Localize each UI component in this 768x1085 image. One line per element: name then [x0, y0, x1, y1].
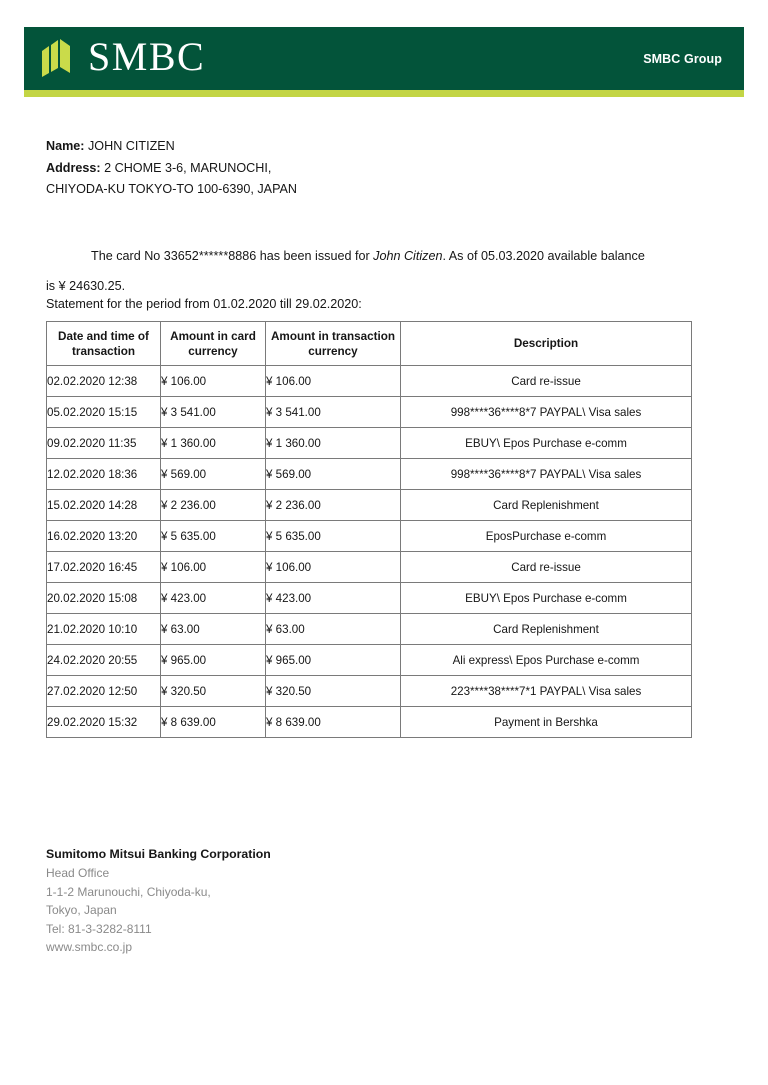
cell-transaction-amount: ¥ 106.00 — [266, 552, 401, 583]
brand-lockup — [40, 34, 206, 81]
cell-card-amount: ¥ 2 236.00 — [161, 490, 266, 521]
footer-office: Head Office — [46, 866, 110, 881]
cell-date: 24.02.2020 20:55 — [47, 645, 161, 676]
address-line-2: CHIYODA-KU TOKYO-TO 100-6390, JAPAN — [46, 182, 298, 196]
table-row — [47, 614, 692, 645]
footer-telephone: Tel: 81-3-3282-8111 — [46, 921, 152, 936]
cell-transaction-amount: ¥ 8 639.00 — [266, 707, 401, 738]
cell-transaction-amount: ¥ 63.00 — [266, 614, 401, 645]
cell-card-amount: ¥ 3 541.00 — [161, 397, 266, 428]
column-header-card-amount: Amount in card currency — [161, 322, 266, 366]
cell-description: Card re-issue — [401, 552, 692, 583]
cell-description: 998****36****8*7 PAYPAL\ Visa sales — [401, 397, 692, 428]
cell-date: 17.02.2020 16:45 — [47, 552, 161, 583]
name-value: JOHN CITIZEN — [88, 139, 175, 153]
table-header-row — [47, 322, 692, 366]
cell-date: 15.02.2020 14:28 — [47, 490, 161, 521]
column-header-date: Date and time of transaction — [47, 322, 161, 366]
cell-transaction-amount: ¥ 320.50 — [266, 676, 401, 707]
cell-card-amount: ¥ 106.00 — [161, 366, 266, 397]
column-header-description: Description — [401, 322, 692, 366]
cell-date: 12.02.2020 18:36 — [47, 459, 161, 490]
cell-transaction-amount: ¥ 106.00 — [266, 366, 401, 397]
table-row — [47, 490, 692, 521]
cell-date: 29.02.2020 15:32 — [47, 707, 161, 738]
transactions-table-wrapper — [46, 321, 691, 738]
footer-website[interactable]: www.smbc.co.jp — [46, 940, 133, 955]
cell-description: Card re-issue — [401, 366, 692, 397]
cell-transaction-amount: ¥ 965.00 — [266, 645, 401, 676]
customer-details — [46, 136, 646, 201]
cell-date: 16.02.2020 13:20 — [47, 521, 161, 552]
page-header — [24, 27, 744, 90]
table-row — [47, 552, 692, 583]
cell-description: EBUY\ Epos Purchase e-comm — [401, 583, 692, 614]
table-row — [47, 645, 692, 676]
brand-wordmark: SMBC — [88, 34, 206, 79]
cell-transaction-amount: ¥ 5 635.00 — [266, 521, 401, 552]
address-label: Address: — [46, 160, 101, 175]
cell-card-amount: ¥ 8 639.00 — [161, 707, 266, 738]
table-head — [47, 322, 692, 366]
cell-date: 05.02.2020 15:15 — [47, 397, 161, 428]
cell-date: 27.02.2020 12:50 — [47, 676, 161, 707]
address-line-1: 2 CHOME 3-6, MARUNOCHI, — [104, 160, 272, 175]
name-label: Name: — [46, 139, 85, 153]
group-label: SMBC Group — [643, 51, 722, 66]
cell-description: Ali express\ Epos Purchase e-comm — [401, 645, 692, 676]
cell-description: 223****38****7*1 PAYPAL\ Visa sales — [401, 676, 692, 707]
issuance-text-lead: The card No 33652******8886 has been issued for — [91, 248, 374, 263]
cell-transaction-amount: ¥ 3 541.00 — [266, 397, 401, 428]
transactions-table — [46, 321, 692, 738]
customer-address-row — [46, 158, 646, 180]
cell-card-amount: ¥ 5 635.00 — [161, 521, 266, 552]
table-row — [47, 459, 692, 490]
cell-card-amount: ¥ 106.00 — [161, 552, 266, 583]
bank-footer — [46, 845, 271, 956]
table-row — [47, 676, 692, 707]
table-row — [47, 583, 692, 614]
cell-date: 21.02.2020 10:10 — [47, 614, 161, 645]
cell-card-amount: ¥ 423.00 — [161, 583, 266, 614]
footer-company-name: Sumitomo Mitsui Banking Corporation — [46, 847, 271, 861]
footer-address-line-1: 1-1-2 Marunouchi, Chiyoda-ku, — [46, 884, 211, 899]
cell-card-amount: ¥ 965.00 — [161, 645, 266, 676]
cell-date: 02.02.2020 12:38 — [47, 366, 161, 397]
header-accent-rule — [24, 90, 744, 97]
cell-description: Payment in Bershka — [401, 707, 692, 738]
cell-transaction-amount: ¥ 423.00 — [266, 583, 401, 614]
cell-description: EBUY\ Epos Purchase e-comm — [401, 428, 692, 459]
table-row — [47, 366, 692, 397]
cell-card-amount: ¥ 569.00 — [161, 459, 266, 490]
table-body — [47, 366, 692, 738]
card-issuance-paragraph — [46, 241, 656, 301]
table-row — [47, 521, 692, 552]
cardholder-name: John Citizen — [373, 248, 443, 263]
customer-name-row — [46, 136, 646, 158]
footer-address-line-2: Tokyo, Japan — [46, 903, 117, 918]
table-row — [47, 707, 692, 738]
cell-date: 09.02.2020 11:35 — [47, 428, 161, 459]
cell-description: Card Replenishment — [401, 490, 692, 521]
column-header-transaction-amount: Amount in transaction currency — [266, 322, 401, 366]
issuance-text-tail: . As of 05.03.2020 available balance is ¥ 24630.25. — [46, 248, 645, 293]
cell-transaction-amount: ¥ 569.00 — [266, 459, 401, 490]
table-row — [47, 428, 692, 459]
cell-description: 998****36****8*7 PAYPAL\ Visa sales — [401, 459, 692, 490]
cell-date: 20.02.2020 15:08 — [47, 583, 161, 614]
cell-transaction-amount: ¥ 2 236.00 — [266, 490, 401, 521]
cell-description: Card Replenishment — [401, 614, 692, 645]
cell-transaction-amount: ¥ 1 360.00 — [266, 428, 401, 459]
cell-card-amount: ¥ 1 360.00 — [161, 428, 266, 459]
table-row — [47, 397, 692, 428]
statement-period-line: Statement for the period from 01.02.2020 till 29.02.2020: — [46, 297, 362, 311]
cell-description: EposPurchase e-comm — [401, 521, 692, 552]
cell-card-amount: ¥ 320.50 — [161, 676, 266, 707]
cell-card-amount: ¥ 63.00 — [161, 614, 266, 645]
smbc-logo-mark-icon — [40, 37, 74, 81]
